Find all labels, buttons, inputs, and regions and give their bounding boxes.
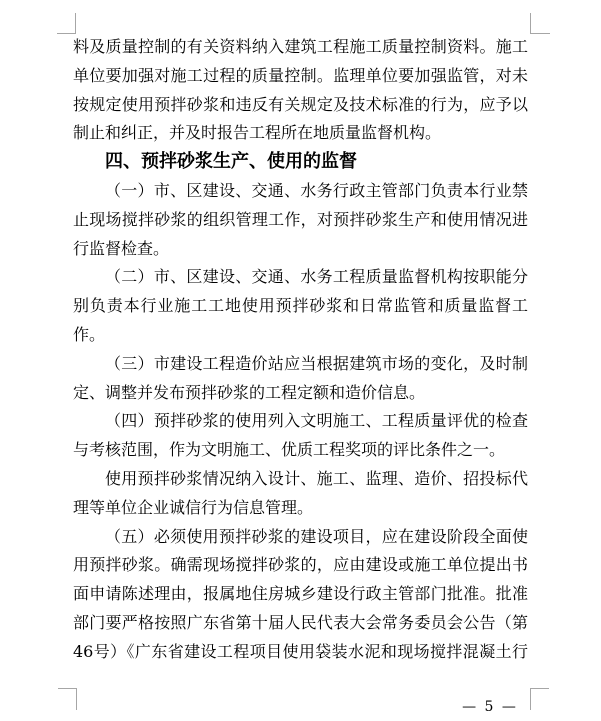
section-heading: 四、预拌砂浆生产、使用的监督 [105, 151, 357, 173]
text-line: （五）必须使用预拌砂浆的建设项目，应在建设阶段全面使 [105, 526, 528, 546]
text-line: （三）市建设工程造价站应当根据建筑市场的变化，及时制 [105, 353, 528, 373]
text-line: 与考核范围，作为文明施工、优质工程奖项的评比条件之一。 [73, 440, 506, 460]
text-block [73, 33, 528, 667]
text-line: 46号）《广东省建设工程项目使用袋装水泥和现场搅拌混凝土行 [73, 641, 528, 661]
text-line: 面申请陈述理由，报属地住房城乡建设行政主管部门批准。批准 [73, 584, 528, 604]
text-line: 别负责本行业施工工地使用预拌砂浆和日常监管和质量监督工 [73, 296, 528, 316]
corner-mark-top-left [57, 13, 76, 34]
text-line: 用预拌砂浆。确需现场搅拌砂浆的，应由建设或施工单位提出书 [73, 555, 528, 575]
text-line: 止现场搅拌砂浆的组织管理工作，对预拌砂浆生产和使用情况进 [73, 209, 528, 229]
text-line: 料及质量控制的有关资料纳入建筑工程施工质量控制资料。施工 [73, 37, 528, 56]
corner-mark-bottom-right [530, 688, 549, 710]
text-line: 按规定使用预拌砂浆和违反有关规定及技术标准的行为，应予以 [73, 94, 528, 114]
corner-mark-bottom-left [58, 688, 77, 710]
text-line: 部门要严格按照广东省第十届人民代表大会常务委员会公告（第 [73, 612, 528, 632]
text-line: 行监督检查。 [73, 238, 170, 258]
text-line: （一）市、区建设、交通、水务行政主管部门负责本行业禁 [105, 180, 528, 200]
text-line: 单位要加强对施工过程的质量控制。监理单位要加强监管，对未 [73, 65, 528, 85]
text-line: 理等单位企业诚信行为信息管理。 [73, 497, 314, 517]
page-number: — 5 — [462, 699, 518, 715]
text-line: 作。 [73, 324, 106, 344]
text-line: （四）预拌砂浆的使用列入文明施工、工程质量评优的检查 [105, 411, 528, 431]
text-line: 制止和纠正，并及时报告工程所在地质量监督机构。 [73, 123, 442, 143]
corner-mark-top-right [530, 13, 550, 34]
text-line: 使用预拌砂浆情况纳入设计、施工、监理、造价、招投标代 [105, 468, 528, 488]
text-line: 定、调整并发布预拌砂浆的工程定额和造价信息。 [73, 382, 426, 402]
text-line: （二）市、区建设、交通、水务工程质量监督机构按职能分 [105, 267, 528, 287]
